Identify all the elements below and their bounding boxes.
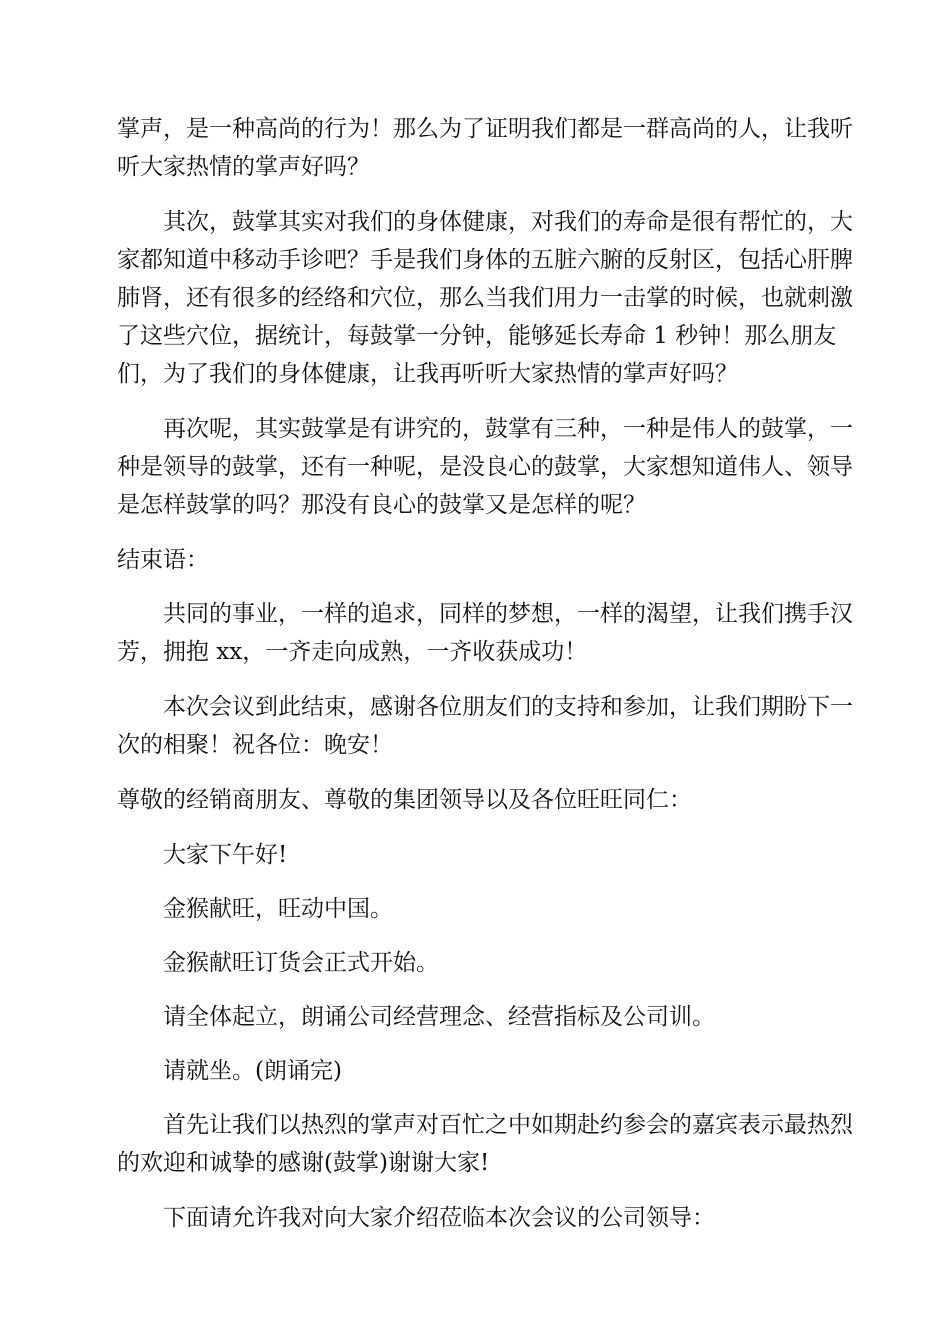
text-line: 种是领导的鼓掌，还有一种呢，是没良心的鼓掌，大家想知道伟人、领导 (117, 454, 853, 480)
text-line: 掌声，是一种高尚的行为！那么为了证明我们都是一群高尚的人，让我听 (117, 116, 853, 142)
text-line: 首先让我们以热烈的掌声对百忙之中如期赴约参会的嘉宾表示最热烈 (163, 1112, 853, 1138)
text-line: 下面请允许我对向大家介绍莅临本次会议的公司领导： (163, 1205, 715, 1231)
text-line: 次的相聚！祝各位：晚安！ (117, 732, 393, 758)
salutation: 尊敬的经销商朋友、尊敬的集团领导以及各位旺旺同仁： (117, 787, 692, 813)
text-line: 的欢迎和诚挚的感谢(鼓掌)谢谢大家! (117, 1150, 490, 1176)
text-line: 金猴献旺，旺动中国。 (163, 896, 393, 922)
text-line: 家都知道中移动手诊吧？手是我们身体的五脏六腑的反射区，包括心肝脾 (117, 247, 853, 273)
text-line: 金猴献旺订货会正式开始。 (163, 950, 439, 976)
text-line: 听大家热情的掌声好吗？ (117, 154, 370, 180)
text-line: 大家下午好! (163, 842, 288, 868)
text-line: 肺肾，还有很多的经络和穴位，那么当我们用力一击掌的时候，也就刺激 (117, 285, 853, 311)
text-line: 其次，鼓掌其实对我们的身体健康，对我们的寿命是很有帮忙的，大 (163, 209, 853, 235)
text-line: 了这些穴位，据统计，每鼓掌一分钟，能够延长寿命 1 秒钟！那么朋友 (117, 323, 837, 349)
text-line: 请就坐。(朗诵完) (163, 1058, 342, 1084)
section-heading: 结束语： (117, 547, 209, 573)
text-line: 本次会议到此结束，感谢各位朋友们的支持和参加，让我们期盼下一 (163, 694, 853, 720)
text-line: 是怎样鼓掌的吗？那没有良心的鼓掌又是怎样的呢？ (117, 492, 646, 518)
text-line: 共同的事业，一样的追求，同样的梦想，一样的渴望，让我们携手汉 (163, 601, 853, 627)
text-line: 再次呢，其实鼓掌是有讲究的，鼓掌有三种，一种是伟人的鼓掌，一 (163, 416, 853, 442)
text-line: 们，为了我们的身体健康，让我再听听大家热情的掌声好吗？ (117, 361, 738, 387)
text-line: 请全体起立，朗诵公司经营理念、经营指标及公司训。 (163, 1004, 715, 1030)
text-line: 芳，拥抱 xx，一齐走向成熟，一齐收获成功！ (117, 639, 588, 665)
